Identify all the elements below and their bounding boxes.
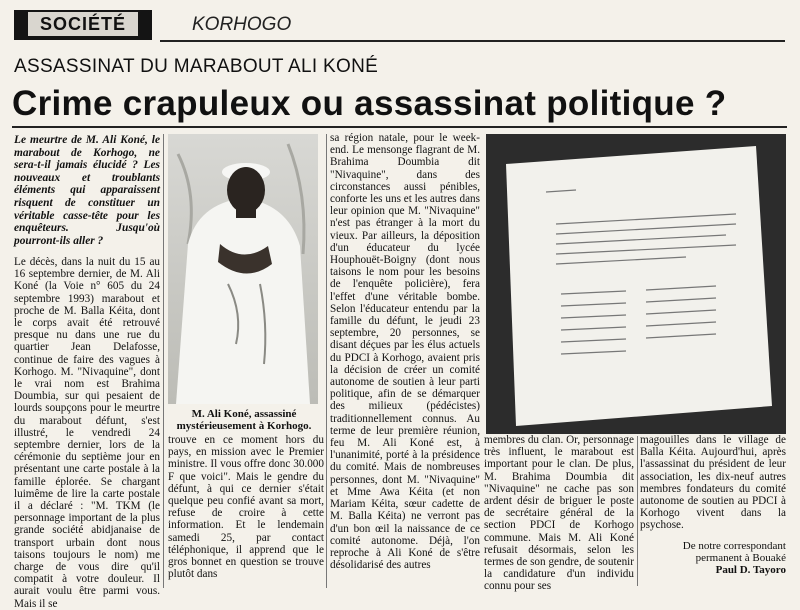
column-divider	[637, 436, 638, 586]
article-column-4: membres du clan. Or, personnage très influent, le marabout est important pour le clan. De plus, M. Brahima Doumbia dit "Nivaquine" ne cache pas son ardent désir de briguer le poste de secrétaire général de la section PDCI de Korhogo commune. Mais M. Ali Koné refusait désormais, selon les termes de son gendre, de soutenir la candidature d'un individu connu pour ses	[484, 434, 634, 593]
headline-rule	[12, 126, 787, 128]
signature-name: Paul D. Tayoro	[715, 564, 786, 576]
portrait-illustration	[168, 134, 318, 404]
article-signature	[640, 540, 786, 576]
portrait-photo	[168, 134, 318, 404]
document-photo	[486, 134, 786, 434]
column-divider	[163, 134, 164, 588]
article-column-3: sa région natale, pour le week-end. Le mensonge flagrant de M. Brahima Doumbia dit "Nivaquine", dans des circonstances aussi pénibles, conforte les uns et les autres dans leur opinion que M. "Nivaquine" n'est pas étranger à la mort du vieux. Par ailleurs, la déposition d'un éducateur du lycée Houphouët-Boigny (dont nous taisons le nom pour les besoins de l'enquête policière), fera l'effet d'une véritable bombe. Selon l'éducateur entendu par la famille du défunt, le jeudi 23 septembre, 20 personnes, se disant déçues par les élus actuels du PDCI à Korhogo, avaient pris la décision de créer un comité autonome de soutien à leur parti politique, afin de se démarquer des milieux (pédécistes) traditionnellement connus. Au terme de leur première réunion, feu M. Ali Koné est, à l'unanimité, porté à la présidence du comité. Mais de nombreuses personnes, dont M. "Nivaquine" et Mme Awa Kéita (et non Mariam Kéita, sœur cadette de M. Balla Kéita) ne verront pas d'un bon œil la naissance de ce comité autonome. Déjà, l'on reproche à Ali Koné de s'être désolidarisé des autres	[330, 132, 480, 572]
column-divider	[326, 134, 327, 588]
article-column-2: trouve en ce moment hors du pays, en mission avec le Premier ministre. Il vous offre donc 30.000 F que voici". Mais le gendre du défunt, à qui ce dernier s'était quelque peu confié avant sa mort, refuse de croire à cette information. Et le lendemain samedi 25, par contact téléphonique, il apprend que le gros bonnet en question se trouve plutôt dans	[168, 434, 324, 581]
location-label: KORHOGO	[192, 14, 292, 35]
rubric-label: SOCIÉTÉ	[28, 12, 138, 36]
header-rule	[160, 40, 785, 42]
signature-role: De notre correspondant permanent à Bouaké	[682, 540, 786, 564]
article-intro: Le meurtre de M. Ali Koné, le marabout de Korhogo, ne sera-t-il jamais élucidé ? Les nouveaux et troublants éléments qui apparaissent risquent de constituer un véritable casse-tête pour les enquêteurs. Jusqu'où pourront-ils aller ?	[14, 134, 160, 247]
article-column-5: magouilles dans le village de Balla Kéita. Aujourd'hui, après l'assassinat du président de leur association, les dix-neuf autres membres fondateurs du comité autonome de soutien au PDCI à Korhogo vivent dans la psychose.	[640, 434, 786, 532]
article-headline: Crime crapuleux ou assassinat politique ?	[12, 84, 727, 123]
document-illustration	[486, 134, 786, 434]
section-rubric	[14, 10, 152, 40]
article-column-1: Le décès, dans la nuit du 15 au 16 septembre dernier, de M. Ali Koné (la Voie n° 605 du 24 septembre 1993) marabout et proche de M. Balla Kéita, dont le corps avait été retrouvé presque nu dans une rue du quartier Jean Delafosse, continue de faire des vagues à Korhogo. M. "Nivaquine", dont le vrai nom est Brahima Doumbia, sur qui pesaient de lourds soupçons pour le meurtre du marabout défunt, s'est illustré, le vendredi 24 septembre dernier, lors de la cérémonie du septième jour en présentant une carte postale à la famille éplorée. Se chargant luimême de lire la carte postale il a déclaré : "M. TKM (le personnage important de la plus grande société abidjanaise de transport urbain dont nous taisons toujours le nom) me charge de vous dire qu'il compatit à votre douleur. Il aurait voulu être parmi vous. Mais il se	[14, 256, 160, 610]
photo-caption: M. Ali Koné, assassiné mystérieusement à Korhogo.	[176, 408, 312, 432]
article-kicker: ASSASSINAT DU MARABOUT ALI KONÉ	[14, 56, 379, 77]
